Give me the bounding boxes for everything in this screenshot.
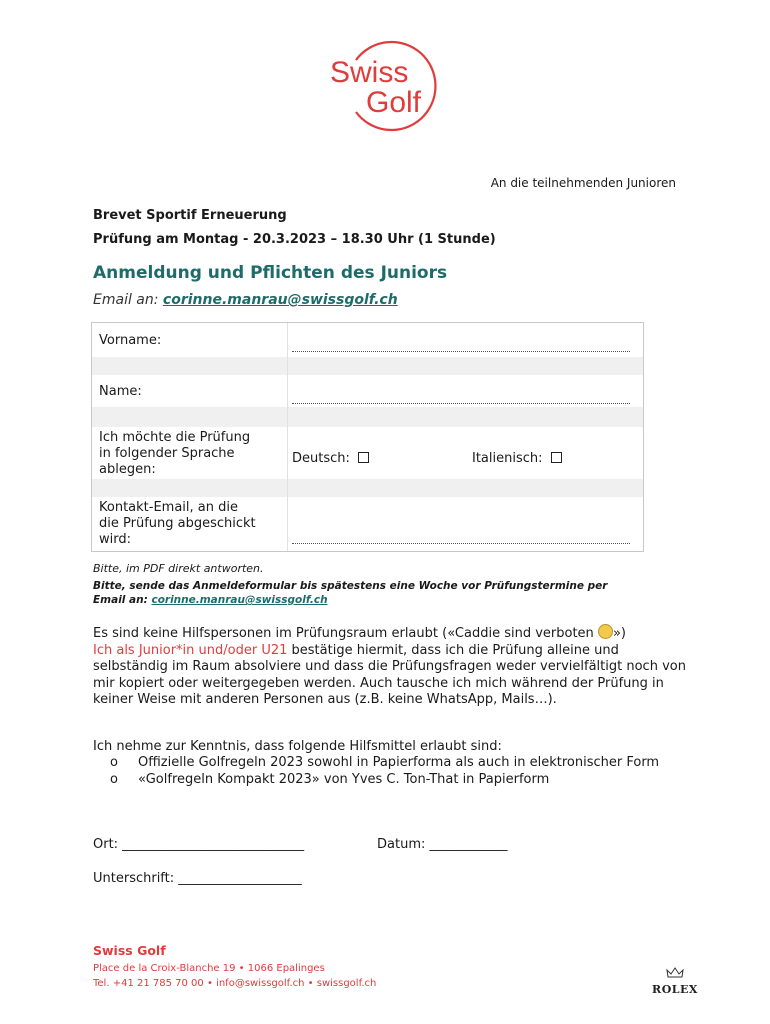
- vorname-label: Vorname:: [99, 333, 162, 348]
- italienisch-option: [472, 451, 562, 466]
- rules-paragraph: Es sind keine Hilfspersonen im Prüfungsraum erlaubt («Caddie sind verboten ») Ich als Junior*in und/oder U21 bestätige hiermit, dass ich die Prüfung alleine und selbständig im Raum absolviere und dass die Prüfungsfragen weder vervielfältigt noch von mir kopiert oder weitergegeben werden. Auch tausche ich mich während der Prüfung in keiner Weise mit anderen Personen aus (z.B. keine WhatsApp, Mails…).: [93, 626, 686, 708]
- junior-highlight: Ich als Junior*in und/oder U21: [93, 642, 288, 658]
- italienisch-checkbox[interactable]: [551, 452, 562, 463]
- deadline-note: Bitte, sende das Anmeldeformular bis spätestens eine Woche vor Prüfungstermine per Email an: corinne.manrau@swissgolf.ch: [93, 580, 608, 606]
- footer-address: Place de la Croix-Blanche 19 • 1066 Epalinges: [93, 963, 325, 974]
- swiss-golf-logo: [320, 36, 450, 136]
- bullet-icon: o: [110, 771, 118, 787]
- unterschrift-field[interactable]: Unterschrift: ___________________: [93, 871, 302, 886]
- crown-icon: [648, 966, 702, 979]
- page-title: Anmeldung und Pflichten des Juniors: [93, 263, 448, 283]
- vorname-field[interactable]: [292, 351, 630, 352]
- smiley-icon: [598, 624, 613, 639]
- italienisch-label: Italienisch:: [472, 451, 543, 466]
- footer-contact: Tel. +41 21 785 70 00 • info@swissgolf.ch • swissgolf.ch: [93, 978, 377, 989]
- list-item: o «Golfregeln Kompakt 2023» von Yves C. Ton-That in Papierform: [110, 771, 550, 787]
- deutsch-label: Deutsch:: [292, 451, 350, 466]
- footer-web: swissgolf.ch: [316, 978, 377, 989]
- hilfsmittel-intro: Ich nehme zur Kenntnis, dass folgende Hilfsmittel erlaubt sind:: [93, 739, 502, 754]
- hilfsmittel-list: [110, 755, 700, 788]
- email-link[interactable]: corinne.manrau@swissgolf.ch: [162, 292, 398, 308]
- email-line: [93, 292, 398, 308]
- datum-field[interactable]: Datum: ____________: [377, 837, 508, 852]
- recipient-line: An die teilnehmenden Junioren: [490, 176, 676, 190]
- note-email-link[interactable]: corinne.manrau@swissgolf.ch: [151, 594, 328, 606]
- bullet-icon: o: [110, 755, 118, 770]
- swiss-golf-logo-graphic: [320, 36, 450, 136]
- rolex-text: ROLEX: [652, 983, 698, 996]
- brevet-heading: Brevet Sportif Erneuerung: [93, 208, 287, 223]
- footer-email: info@swissgolf.ch: [216, 978, 305, 989]
- kontakt-email-field[interactable]: [292, 543, 630, 544]
- email-prefix: Email an:: [93, 292, 163, 308]
- kontakt-label: Kontakt-Email, an die die Prüfung abgeschickt wird:: [99, 500, 256, 547]
- name-label: Name:: [99, 384, 142, 399]
- name-field[interactable]: [292, 403, 630, 404]
- list-item: o Offizielle Golfregeln 2023 sowohl in Papierforma als auch in elektronischer Form: [110, 755, 660, 770]
- deutsch-checkbox[interactable]: [358, 452, 369, 463]
- ort-field[interactable]: Ort: ____________________________: [93, 837, 305, 852]
- logo-line2: Golf: [366, 86, 422, 119]
- rolex-logo: [648, 964, 702, 996]
- pdf-note: Bitte, im PDF direkt antworten.: [93, 562, 264, 575]
- deutsch-option: [292, 451, 369, 466]
- registration-form: [91, 322, 644, 552]
- footer-org-name: Swiss Golf: [93, 943, 166, 958]
- logo-line1: Swiss: [330, 56, 409, 89]
- exam-date-heading: Prüfung am Montag - 20.3.2023 – 18.30 Uhr (1 Stunde): [93, 232, 496, 247]
- sprache-label: Ich möchte die Prüfung in folgender Sprache ablegen:: [99, 430, 251, 477]
